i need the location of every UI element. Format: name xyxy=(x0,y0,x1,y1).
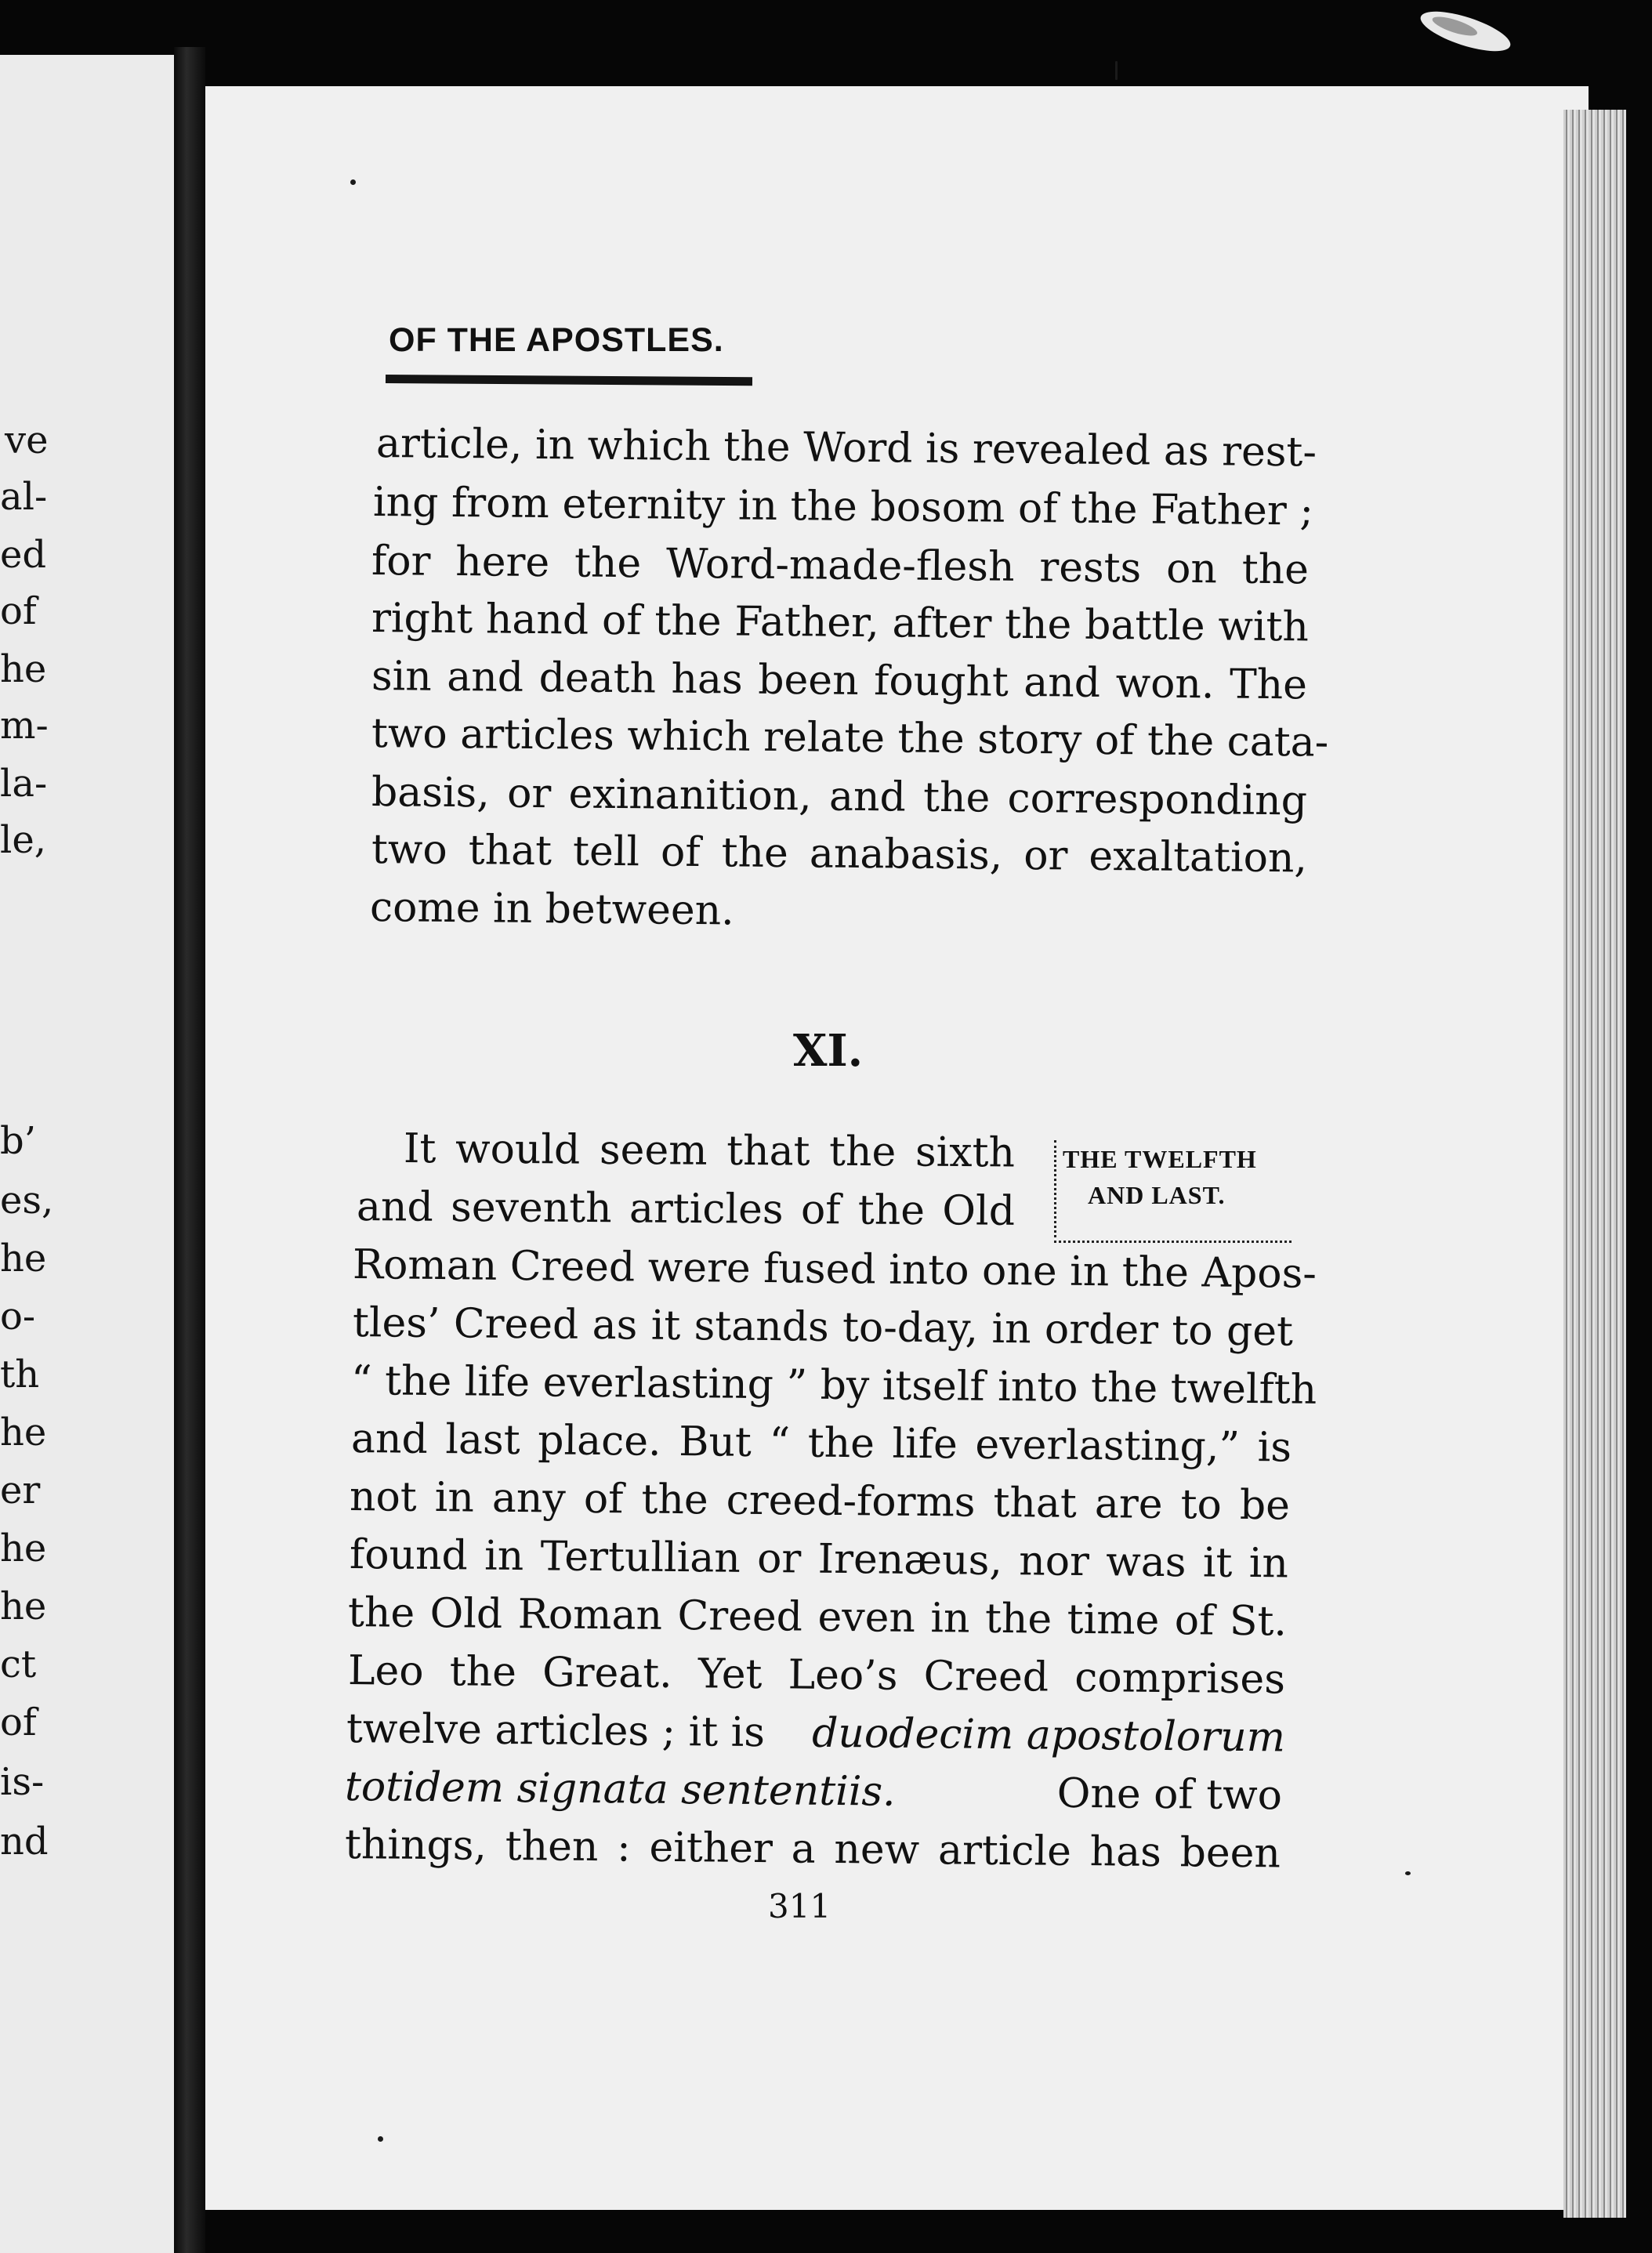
scan-blemish xyxy=(1410,0,1521,70)
scan-speck xyxy=(1405,1871,1411,1875)
page-edge-stack xyxy=(1563,110,1626,2218)
body-text-line: come in between. xyxy=(369,884,735,935)
scan-speck xyxy=(378,2136,383,2142)
body-text-line: two that tell of the anabasis, or exaltation, xyxy=(371,826,1308,882)
body-text-line: tles’ Creed as it stands to-day, in order to get xyxy=(352,1299,1294,1356)
body-text-line: sin and death has been fought and won. The xyxy=(371,653,1308,709)
body-text-line: and seventh articles of the Old xyxy=(356,1183,1016,1235)
left-margin-fragment: nd xyxy=(0,1820,49,1864)
left-margin-fragment: ve xyxy=(5,418,49,462)
body-text-line: two articles which relate the story of the cata- xyxy=(371,710,1329,766)
left-margin-fragment: ed xyxy=(0,533,47,577)
left-margin-fragment: le, xyxy=(0,818,47,862)
left-margin-fragment: o- xyxy=(0,1295,36,1338)
body-text-line-mixed xyxy=(346,1705,1286,1762)
margin-sidenote xyxy=(1054,1140,1292,1243)
left-margin-fragment: of xyxy=(0,589,37,633)
body-text-line: right hand of the Father, after the battle with xyxy=(371,595,1310,651)
body-text-segment: One of two xyxy=(1056,1769,1283,1820)
left-margin-fragment: ct xyxy=(0,1643,37,1686)
latin-quotation: duodecim apostolorum xyxy=(811,1709,1286,1762)
body-text-line: It would seem that the sixth xyxy=(403,1125,1016,1177)
left-margin-fragment: he xyxy=(0,1527,47,1570)
left-margin-fragment: he xyxy=(0,647,47,691)
body-text-line: and last place. But “ the life everlasting,” is xyxy=(350,1415,1292,1472)
body-text-line: Roman Creed were fused into one in the Apos- xyxy=(352,1241,1317,1298)
left-margin-fragment: th xyxy=(0,1353,40,1396)
left-margin-fragment: al- xyxy=(0,475,48,519)
sidenote-line: THE TWELFTH xyxy=(1063,1145,1257,1173)
book-gutter xyxy=(174,47,205,2253)
running-head: OF THE APOSTLES. xyxy=(389,321,724,359)
left-margin-fragment: he xyxy=(0,1237,47,1280)
body-text-line: basis, or exinanition, and the corresponding xyxy=(371,769,1308,825)
left-facing-page xyxy=(0,55,174,2253)
left-margin-fragment: er xyxy=(0,1469,41,1512)
left-margin-fragment: he xyxy=(0,1585,47,1628)
section-number: XI. xyxy=(793,1025,864,1077)
left-margin-fragment: la- xyxy=(0,762,48,806)
left-margin-fragment: of xyxy=(0,1701,37,1744)
body-text-segment: twelve articles ; it is xyxy=(346,1705,766,1757)
left-margin-fragment: he xyxy=(0,1411,47,1454)
body-text-line: not in any of the creed-forms that are to be xyxy=(349,1473,1291,1530)
body-text-line: for here the Word-made-flesh rests on the xyxy=(371,538,1310,594)
body-text-line: Leo the Great. Yet Leo’s Creed comprises xyxy=(347,1647,1286,1704)
latin-quotation: totidem signata sententiis. xyxy=(344,1763,896,1816)
body-text-line: ing from eternity in the bosom of the Father ; xyxy=(372,479,1314,535)
left-margin-fragment: m- xyxy=(0,704,49,748)
body-text-line: things, then : either a new article has been xyxy=(344,1821,1281,1878)
left-margin-fragment: es, xyxy=(0,1179,54,1222)
body-text-line: the Old Roman Creed even in the time of St. xyxy=(347,1589,1288,1646)
left-margin-fragment: is- xyxy=(0,1760,45,1804)
page-number: 311 xyxy=(768,1887,831,1925)
scan-speck xyxy=(350,179,356,185)
body-text-line: article, in which the Word is revealed as rest- xyxy=(375,420,1317,476)
body-text-line-mixed xyxy=(344,1763,1283,1820)
scan-speck xyxy=(1115,61,1118,80)
body-text-line: “ the life everlasting ” by itself into the twelfth xyxy=(350,1357,1317,1414)
left-margin-fragment: b’ xyxy=(0,1119,36,1163)
body-text-line: found in Tertullian or Irenæus, nor was it in xyxy=(349,1531,1289,1588)
sidenote-line: AND LAST. xyxy=(1088,1181,1226,1209)
